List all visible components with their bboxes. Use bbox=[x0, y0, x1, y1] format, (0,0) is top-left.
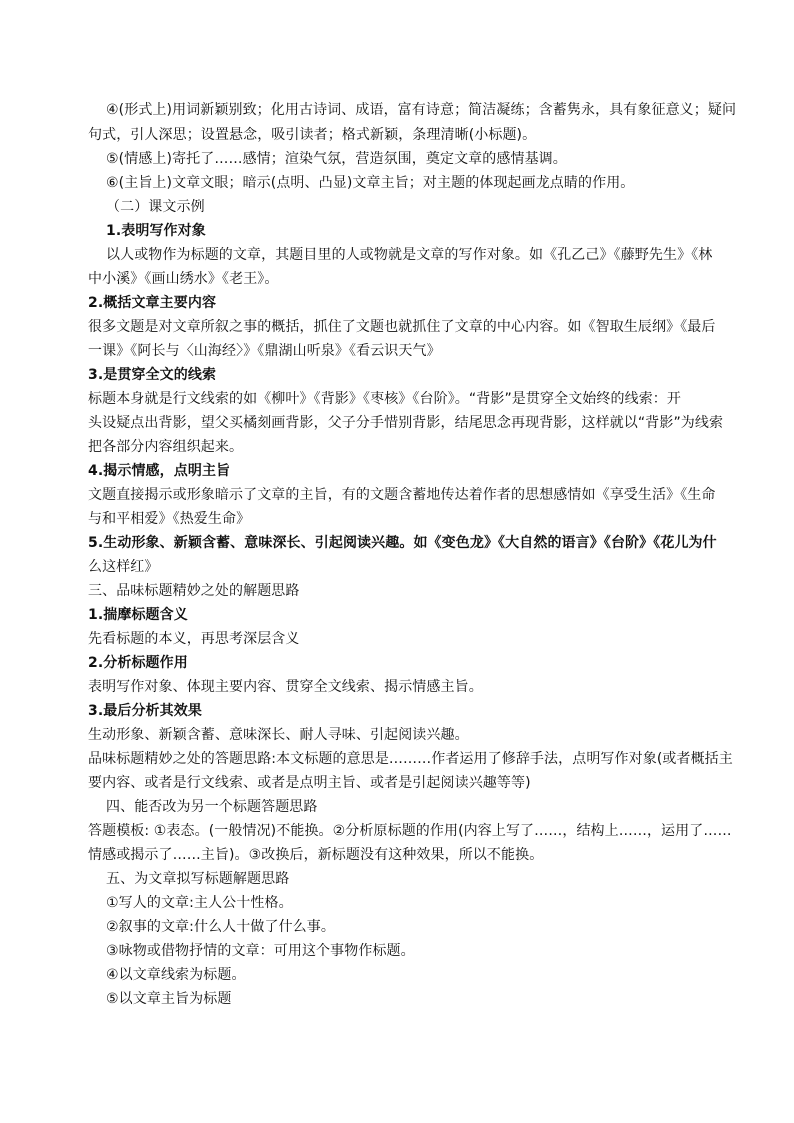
text-line-2: 句式，引人深思；设置悬念，吸引读者；格式新颖，条理清晰(小标题)。 bbox=[88, 127, 537, 143]
text-line-18: 品味标题精妙之处的答题思路:本文标题的意思是………作者运用了修辞手法，点明写作对象(或者概括主 bbox=[88, 751, 733, 767]
list-item-2: ②叙事的文章:什么人十做了什么事。 bbox=[106, 919, 335, 935]
subheading-4: 4.揭示情感，点明主旨 bbox=[88, 463, 231, 479]
subheading-5: 5.生动形象、新颖含蓄、意味深长、引起阅读兴趣。如《变色龙》《大自然的语言》《台阶》《花儿为什 bbox=[88, 535, 717, 551]
subheading-3: 3.是贯穿全文的线索 bbox=[88, 367, 217, 383]
text-line-19: 要内容、或者是行文线索、或者是点明主旨、或者是引起阅读兴趣等等) bbox=[88, 775, 531, 791]
text-line-12: 文题直接揭示或形象暗示了文章的主旨，有的文题含蓄地传达着作者的思想感情如《享受生活》《生命 bbox=[88, 487, 716, 503]
list-item-1: ①写人的文章:主人公十性格。 bbox=[106, 895, 293, 911]
section-heading-5: 五、为文章拟写标题解题思路 bbox=[106, 871, 290, 887]
subheading-6: 1.揣摩标题含义 bbox=[88, 607, 188, 623]
subheading-1: 1.表明写作对象 bbox=[106, 223, 206, 239]
text-line-17: 生动形象、新颖含蓄、意味深长、耐人寻味、引起阅读兴趣。 bbox=[88, 727, 469, 743]
text-line-1: ④(形式上)用词新颖别致；化用古诗词、成语，富有诗意；简洁凝练；含蓄隽永，具有象征意义；疑问 bbox=[106, 102, 737, 118]
text-line-3: ⑤(情感上)寄托了……感情；渲染气氛，营造氛围，奠定文章的感情基调。 bbox=[106, 151, 567, 167]
text-line-4: ⑥(主旨上)文章文眼；暗示(点明、凸显)文章主旨；对主题的体现起画龙点睛的作用。 bbox=[106, 175, 635, 191]
list-item-4: ④以文章线索为标题。 bbox=[106, 967, 246, 983]
text-line-20: 答题模板: ①表态。(一般情况)不能换。②分析原标题的作用(内容上写了……，结构上……，运用了…… bbox=[88, 823, 732, 839]
section-heading-4: 四、能否改为另一个标题答题思路 bbox=[106, 799, 318, 815]
text-line-14: 么这样红》 bbox=[88, 559, 159, 575]
text-line-16: 表明写作对象、体现主要内容、贯穿全文线索、揭示情感主旨。 bbox=[88, 679, 483, 695]
subheading-8: 3.最后分析其效果 bbox=[88, 703, 202, 719]
list-item-5: ⑤以文章主旨为标题 bbox=[106, 991, 232, 1007]
text-line-6: 中小溪》《画山绣水》《老王》。 bbox=[88, 271, 279, 287]
text-line-13: 与和平相爱》《热爱生命》 bbox=[88, 511, 251, 527]
section-heading-3: 三、品味标题精妙之处的解题思路 bbox=[88, 583, 300, 599]
text-line-10: 头设疑点出背影，望父买橘刻画背影，父子分手惜别背影，结尾思念再现背影，这样就以“背影”为线索 bbox=[88, 415, 724, 431]
text-line-15: 先看标题的本义，再思考深层含义 bbox=[88, 631, 300, 647]
text-line-11: 把各部分内容组织起来。 bbox=[88, 439, 244, 455]
section-subheading: （二）课文示例 bbox=[106, 199, 205, 215]
list-item-3: ③咏物或借物抒情的文章：可用这个事物作标题。 bbox=[106, 943, 415, 959]
subheading-7: 2.分析标题作用 bbox=[88, 655, 188, 671]
text-line-5: 以人或物作为标题的文章，其题目里的人或物就是文章的写作对象。如《孔乙己》《藤野先生》《林 bbox=[106, 247, 713, 263]
text-line-9: 标题本身就是行文线索的如《柳叶》《背影》《枣核》《台阶》。“背影”是贯穿全文始终的线索：开 bbox=[88, 391, 682, 407]
text-line-8: 一课》《阿长与〈山海经〉》《鼎湖山听泉》《看云识天气》 bbox=[88, 343, 441, 359]
text-line-7: 很多文题是对文章所叙之事的概括，抓住了文题也就抓住了文章的中心内容。如《智取生辰纲》《最后 bbox=[88, 319, 716, 335]
subheading-2: 2.概括文章主要内容 bbox=[88, 295, 217, 311]
text-line-21: 情感或揭示了……主旨)。③改换后，新标题没有这种效果，所以不能换。 bbox=[88, 847, 544, 863]
